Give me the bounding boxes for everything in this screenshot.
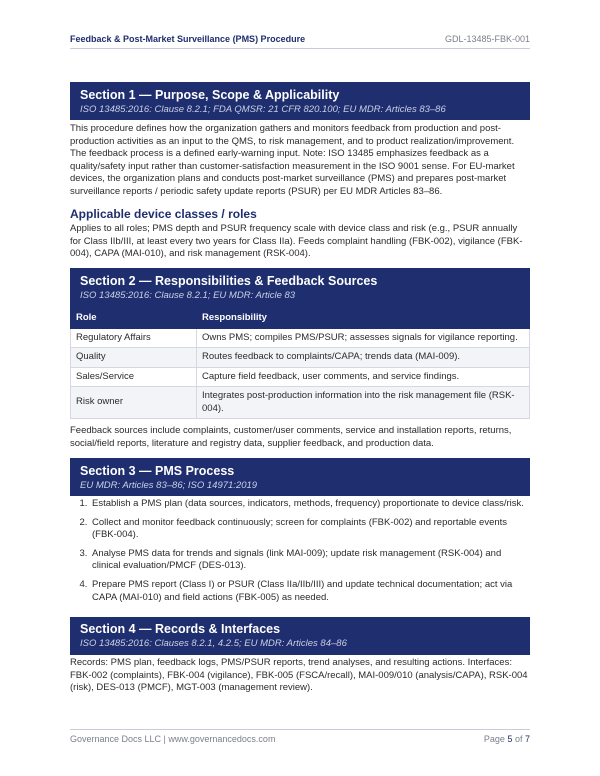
pms-process-steps [70,498,530,610]
document-code: GDL-13485-FBK-001 [444,34,530,44]
section4-refs: ISO 13485:2016: Clauses 8.2.1, 4.2.5; EU MDR: Articles 84–86 [80,638,347,649]
section1-title: Section 1 — Purpose, Scope & Applicability [80,88,340,102]
role-cell: Regulatory Affairs [71,328,197,348]
section2-banner [70,268,530,308]
responsibility-cell: Routes feedback to complaints/CAPA; trends data (MAI-009). [197,348,530,368]
section2-title: Section 2 — Responsibilities & Feedback Sources [80,274,378,288]
page-footer [70,729,530,744]
section3-title: Section 3 — PMS Process [80,464,235,478]
section1-sub-body: Applies to all roles; PMS depth and PSUR frequency scale with device class and risk (e.g., PSUR annually for Class IIb/III, at least every two years for Class IIa). Feeds complaint handling (FBK-002), vigilance (FBK-004), CAPA (MAI-010), and risk management (RSK-004). [70,223,523,260]
page-current: 5 [507,734,513,744]
responsibility-cell: Capture field feedback, user comments, and service findings. [197,367,530,387]
responsibilities-table [70,308,530,419]
role-cell: Sales/Service [71,367,197,387]
page-of: of [514,734,523,744]
table-header-row [71,309,530,329]
list-item: 4. Prepare PMS report (Class I) or PSUR (Class IIa/IIb/III) and update technical documentation; act via CAPA (MAI-010) and field actions (FBK-005) as needed. [90,579,530,604]
page-number [484,734,530,744]
page-header [70,34,530,49]
section4-title: Section 4 — Records & Interfaces [80,622,281,636]
column-header-role: Role [71,309,197,329]
role-cell: Risk owner [71,387,197,419]
table-row [71,367,530,387]
page-total: 7 [524,734,530,744]
page-label: Page [483,734,505,744]
section2-after-text: Feedback sources include complaints, customer/user comments, service and installation reports, returns, social/field reports, literature and registry data, supplier feedback, and production data. [70,425,512,449]
table-row [71,387,530,419]
section1-refs: ISO 13485:2016: Clause 8.2.1; FDA QMSR: 21 CFR 820.100; EU MDR: Articles 83–86 [80,104,446,115]
responsibility-cell: Integrates post-production information into the risk management file (RSK-004). [197,387,530,419]
section4-banner [70,617,530,655]
document-title: Feedback & Post-Market Surveillance (PMS) Procedure [70,34,306,44]
role-cell: Quality [71,348,197,368]
responsibility-cell: Owns PMS; compiles PMS/PSUR; assesses signals for vigilance reporting. [197,328,530,348]
section3-refs: EU MDR: Articles 83–86; ISO 14971:2019 [80,480,258,491]
section1-subheading: Applicable device classes / roles [70,207,257,221]
footer-company: Governance Docs LLC | www.governancedocs.com [70,734,276,744]
table-row [71,348,530,368]
section1-banner [70,82,530,120]
section4-body: Records: PMS plan, feedback logs, PMS/PSUR reports, trend analyses, and resulting actions. Interfaces: FBK-002 (complaints), FBK-004 (vigilance), FBK-005 (FSCA/recall), MAI-009/010 (analysis/CAPA), RSK-004 (risk), DES-013 (PMCF), MGT-003 (management review). [70,657,528,694]
table-row [71,328,530,348]
list-item: 1. Establish a PMS plan (data sources, indicators, methods, frequency) proportionate to device class/risk. [90,498,530,511]
section1-body: This procedure defines how the organization gathers and monitors feedback from production and post-production activities as an input to the QMS, to risk management, and to product realization/improvement. The feedback process is a defined early-warning input. Note: ISO 13485 emphasizes feedback as a quality/safety input rather than customer-satisfaction measurement in the ISO 9001 sense. For EU-market devices, the organization plans and conducts post-market surveillance (PMS) and prepares post-market surveillance reports / periodic safety update reports (PSUR) per EU MDR Articles 83–86. [70,123,515,197]
section2-refs: ISO 13485:2016: Clause 8.2.1; EU MDR: Article 83 [80,290,296,301]
list-item: 2. Collect and monitor feedback continuously; screen for complaints (FBK-002) and reportable events (FBK-004). [90,517,530,542]
column-header-responsibility: Responsibility [197,309,530,329]
section3-banner [70,458,530,496]
list-item: 3. Analyse PMS data for trends and signals (link MAI-009); update risk management (RSK-004) and clinical evaluation/PMCF (DES-013). [90,548,530,573]
